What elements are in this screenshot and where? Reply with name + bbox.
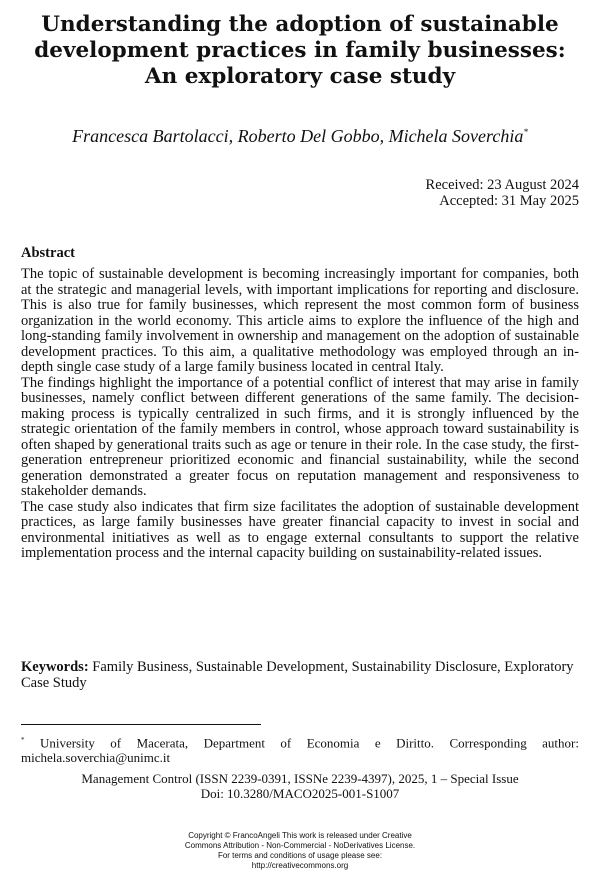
abstract-paragraph-3: The case study also indicates that firm size facilitates the adoption of sustainable development practices, as large family businesses have greater financial capacity to invest in social and environmental initiatives as well as to engage external consultants to support the relative implementation process and the internal capacity building on sustainability-related issues. — [21, 498, 579, 561]
abstract-paragraph-1: The topic of sustainable development is becoming increasingly important for companies, both at the strategic and managerial levels, with important implications for reporting and disclosure. This is also true for family businesses, which represent the most common form of business organization in the world economy. This article aims to explore the influence of the high and long-standing family involvement in ownership and management on the adoption of sustainable development practices. To this aim, a qualitative methodology was employed through an in-depth single case study of a large family business located in central Italy. — [21, 266, 579, 375]
copyright-line-1: Copyright © FrancoAngeli This work is released under Creative — [188, 831, 412, 840]
copyright-line-3: For terms and conditions of usage please see: — [217, 851, 383, 860]
abstract-heading: Abstract — [21, 245, 75, 261]
copyright-notice — [100, 831, 500, 871]
submission-dates — [426, 177, 579, 209]
footnote-text: University of Macerata, Department of Economia e Diritto. Corresponding author: michela.soverchia@unimc.it — [21, 735, 579, 766]
received-date: Received: 23 August 2024 — [425, 177, 579, 193]
accepted-date: Accepted: 31 May 2025 — [439, 193, 579, 209]
title-line-1: Understanding the adoption of sustainable — [41, 12, 559, 37]
copyright-line-4: http://creativecommons.org — [251, 861, 349, 870]
footnote-divider — [21, 724, 261, 725]
abstract-body — [21, 267, 579, 562]
keywords — [21, 659, 579, 691]
title-line-3: An exploratory case study — [144, 64, 456, 89]
author-footnote-marker: * — [523, 127, 528, 137]
author-names: Francesca Bartolacci, Roberto Del Gobbo, Michela Soverchia — [72, 126, 524, 146]
footnote-marker: * — [21, 736, 25, 744]
journal-doi: Doi: 10.3280/MACO2025-001-S1007 — [200, 786, 400, 801]
abstract-paragraph-2: The findings highlight the importance of a potential conflict of interest that may arise in family businesses, namely conflict between different generations of the same family. The decision-making process is typically centralized in such firms, and it is strongly influenced by the strategic orientation of the family members in control, whose approach toward sustainability is often shaped by generational traits such as age or tenure in their role. In the case study, the first-generation entrepreneur prioritized economic and financial sustainability, while the second generation demonstrated a greater focus on reputation management and responsiveness to stakeholder demands. — [21, 374, 579, 499]
journal-info — [21, 771, 579, 801]
paper-title — [20, 12, 580, 90]
keywords-text: Family Business, Sustainable Development, Sustainability Disclosure, Exploratory Case Study — [21, 659, 574, 691]
journal-citation: Management Control (ISSN 2239-0391, ISSNe 2239-4397), 2025, 1 – Special Issue — [81, 771, 519, 786]
copyright-line-2: Commons Attribution - Non-Commercial - NoDerivatives License. — [184, 841, 416, 850]
author-list — [20, 122, 580, 146]
keywords-label: Keywords: — [21, 659, 89, 675]
author-affiliation-footnote — [21, 733, 579, 765]
title-line-2: development practices in family businesses: — [34, 38, 566, 63]
